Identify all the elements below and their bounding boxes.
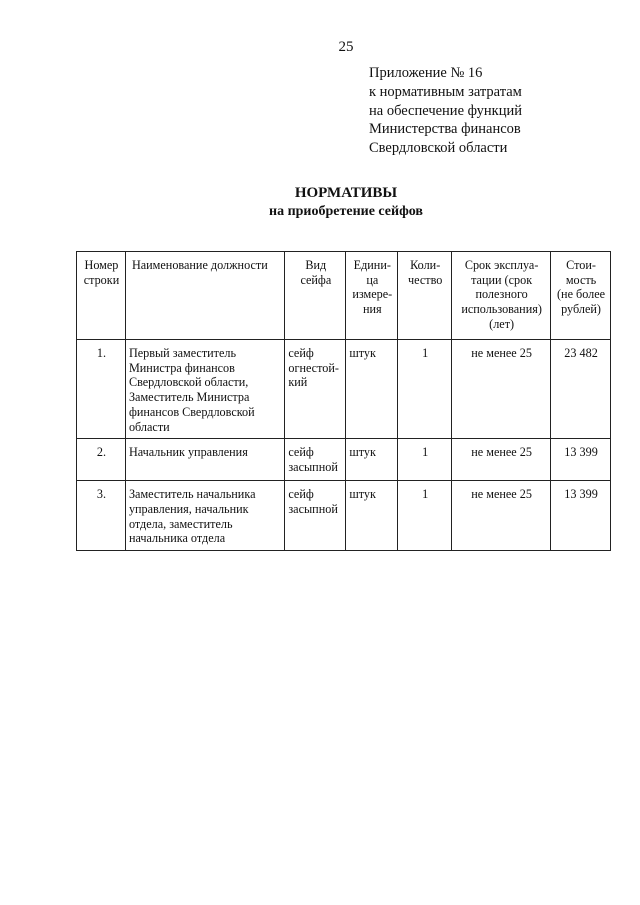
annex-line: Министерства финансов xyxy=(369,121,521,138)
header-quantity: Коли- чество xyxy=(398,252,452,340)
document-subtitle: на приобретение сейфов xyxy=(269,204,423,219)
cell-row-number: 2. xyxy=(77,439,126,481)
cell-position: Первый заместитель Министра финансов Свердловской области, Заместитель Министра финансов Свердловской области xyxy=(125,340,284,439)
annex-line: к нормативным затратам xyxy=(369,83,522,100)
header-unit: Едини- ца измере- ния xyxy=(346,252,398,340)
table-header-row xyxy=(77,252,611,340)
header-row-number: Номер строки xyxy=(77,252,126,340)
table-row xyxy=(77,481,611,551)
table-row xyxy=(77,439,611,481)
cell-quantity: 1 xyxy=(398,340,452,439)
annex-line: Приложение № 16 xyxy=(369,65,483,81)
cell-unit: штук xyxy=(346,340,398,439)
header-cost: Стои- мость (не более рублей) xyxy=(551,252,611,340)
cell-row-number: 3. xyxy=(77,481,126,551)
table-row xyxy=(77,340,611,439)
cell-safe-type: сейф засыпной xyxy=(285,481,346,551)
cell-cost: 23 482 xyxy=(551,340,611,439)
cell-safe-type: сейф засыпной xyxy=(285,439,346,481)
cell-service-life: не менее 25 xyxy=(452,481,551,551)
cell-service-life: не менее 25 xyxy=(452,340,551,439)
header-position: Наименование должности xyxy=(125,252,284,340)
cell-unit: штук xyxy=(346,439,398,481)
cell-row-number: 1. xyxy=(77,340,126,439)
cell-service-life: не менее 25 xyxy=(452,439,551,481)
annex-block xyxy=(369,64,522,158)
cell-unit: штук xyxy=(346,481,398,551)
annex-line: на обеспечение функций xyxy=(369,102,523,119)
norms-table xyxy=(76,251,611,551)
cell-quantity: 1 xyxy=(398,439,452,481)
cell-position: Начальник управления xyxy=(125,439,284,481)
header-safe-type: Вид сейфа xyxy=(285,252,346,340)
cell-cost: 13 399 xyxy=(551,439,611,481)
cell-position: Заместитель начальника управления, начальник отдела, заместитель начальника отдела xyxy=(125,481,284,551)
document-title: НОРМАТИВЫ xyxy=(294,185,398,201)
header-service-life: Срок эксплуа- тации (срок полезного использования) (лет) xyxy=(452,252,551,340)
cell-quantity: 1 xyxy=(398,481,452,551)
page-number: 25 xyxy=(338,39,354,55)
cell-cost: 13 399 xyxy=(551,481,611,551)
cell-safe-type: сейф огнестой- кий xyxy=(285,340,346,439)
document-heading xyxy=(0,184,640,221)
annex-line: Свердловской области xyxy=(369,140,508,157)
